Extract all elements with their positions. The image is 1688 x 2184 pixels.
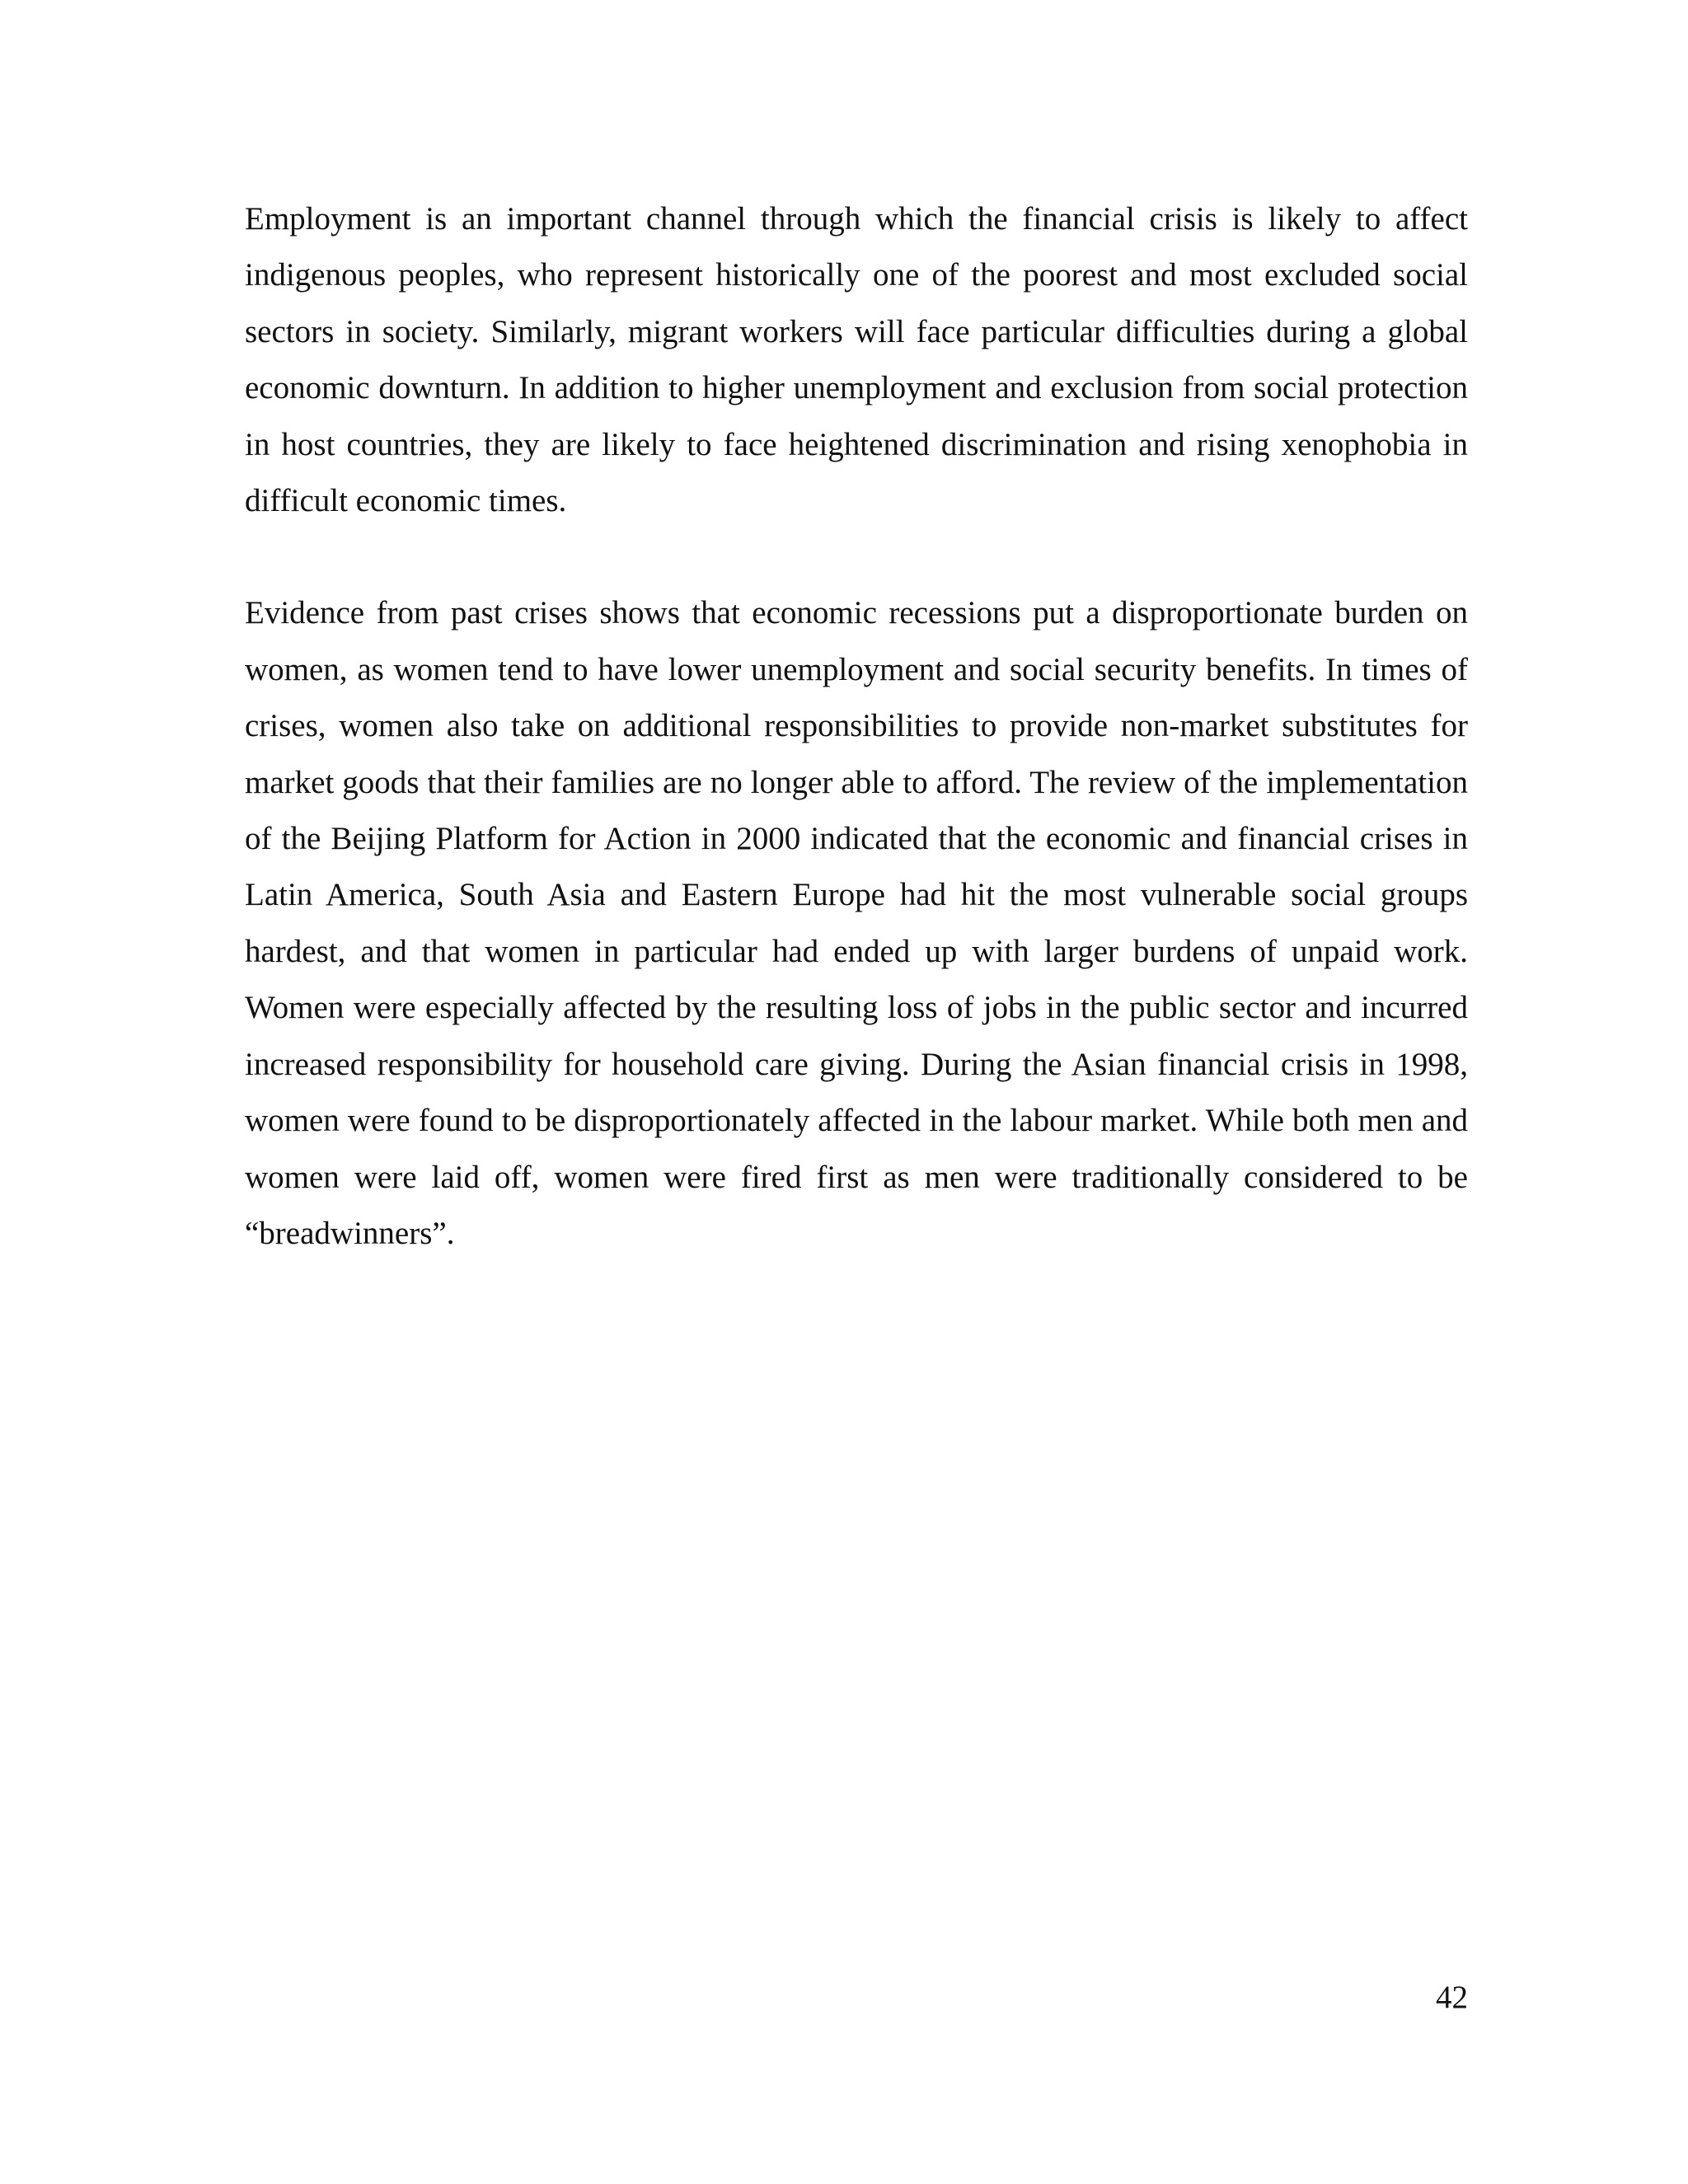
body-text	[245, 191, 1468, 1262]
paragraph-employment: Employment is an important channel through which the financial crisis is likely to affect indigenous peoples, who represent historically one of the poorest and most excluded social sectors in society. Similarly, migrant workers will face particular difficulties during a global economic downturn. In addition to higher unemployment and exclusion from social protection in host countries, they are likely to face heightened discrimination and rising xenophobia in difficult economic times.	[245, 201, 1468, 519]
page-number: 42	[1436, 1980, 1468, 2015]
paragraph-women-burden: Evidence from past crises shows that economic recessions put a disproportionate burden on women, as women tend to have lower unemployment and social security benefits. In times of crises, women also take on additional responsibilities to provide non-market substitutes for market goods that their families are no longer able to afford. The review of the implementation of the Beijing Platform for Action in 2000 indicated that the economic and financial crises in Latin America, South Asia and Eastern Europe had hit the most vulnerable social groups hardest, and that women in particular had ended up with larger burdens of unpaid work. Women were especially affected by the resulting loss of jobs in the public sector and incurred increased responsibility for household care giving. During the Asian financial crisis in 1998, women were found to be disproportionately affected in the labour market. While both men and women were laid off, women were fired first as men were traditionally considered to be “breadwinners”.	[245, 595, 1468, 1251]
